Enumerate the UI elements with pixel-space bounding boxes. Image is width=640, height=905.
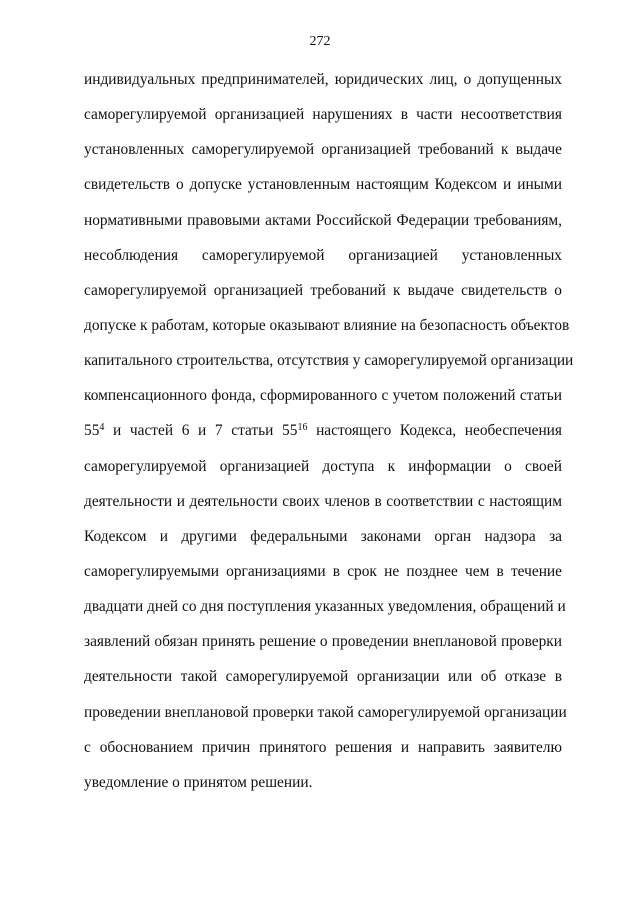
text-line: индивидуальных предпринимателей, юридических лиц, о допущенных xyxy=(84,71,562,88)
text-line: компенсационного фонда, сформированного с учетом положений статьи xyxy=(84,387,562,405)
text-line: свидетельств о допуске установленным настоящим Кодексом и иными xyxy=(84,176,562,194)
text-line: уведомление о принятом решении. xyxy=(84,773,313,791)
text-line: несоблюдения саморегулируемой организацией установленных xyxy=(84,246,562,264)
superscript: 16 xyxy=(297,422,308,434)
text-line: Кодексом и другими федеральными законами орган надзора за xyxy=(84,527,562,545)
text-line: деятельности и деятельности своих членов в соответствии с настоящим xyxy=(84,492,562,510)
text-line: капитального строительства, отсутствия у саморегулируемой организации xyxy=(84,352,574,370)
text-line: саморегулируемой организацией доступа к информации о своей xyxy=(84,457,562,475)
text-line: допуске к работам, которые оказывают влияние на безопасность объектов xyxy=(84,316,570,334)
text-line: нормативными правовыми актами Российской Федерации требованиям, xyxy=(84,211,562,229)
text-line: саморегулируемой организацией требований к выдаче свидетельств о xyxy=(84,281,562,299)
body-text xyxy=(84,71,574,809)
text-line: проведении внеплановой проверки такой саморегулируемой организации xyxy=(84,703,567,721)
article-number: 55 xyxy=(84,422,100,440)
text-line: с обоснованием причин принятого решения и направить заявителю xyxy=(84,738,562,756)
superscript: 4 xyxy=(99,422,105,434)
text-line: саморегулируемой организацией нарушениях в части несоответствия xyxy=(84,106,562,124)
text-line: установленных саморегулируемой организацией требований к выдаче xyxy=(84,141,562,159)
page-number: 272 xyxy=(309,34,331,49)
text-line: заявлений обязан принять решение о проведении внеплановой проверки xyxy=(84,633,562,651)
text-line: двадцати дней со дня поступления указанных уведомления, обращений и xyxy=(84,598,566,616)
text-line: деятельности такой саморегулируемой организации или об отказе в xyxy=(84,668,562,686)
text-line-with-superscripts xyxy=(84,422,562,457)
text-segment: настоящего Кодекса, необеспечения xyxy=(307,422,562,440)
text-segment: и частей 6 и 7 статьи 55 xyxy=(104,422,298,440)
text-line: саморегулируемыми организациями в срок не позднее чем в течение xyxy=(84,562,562,580)
